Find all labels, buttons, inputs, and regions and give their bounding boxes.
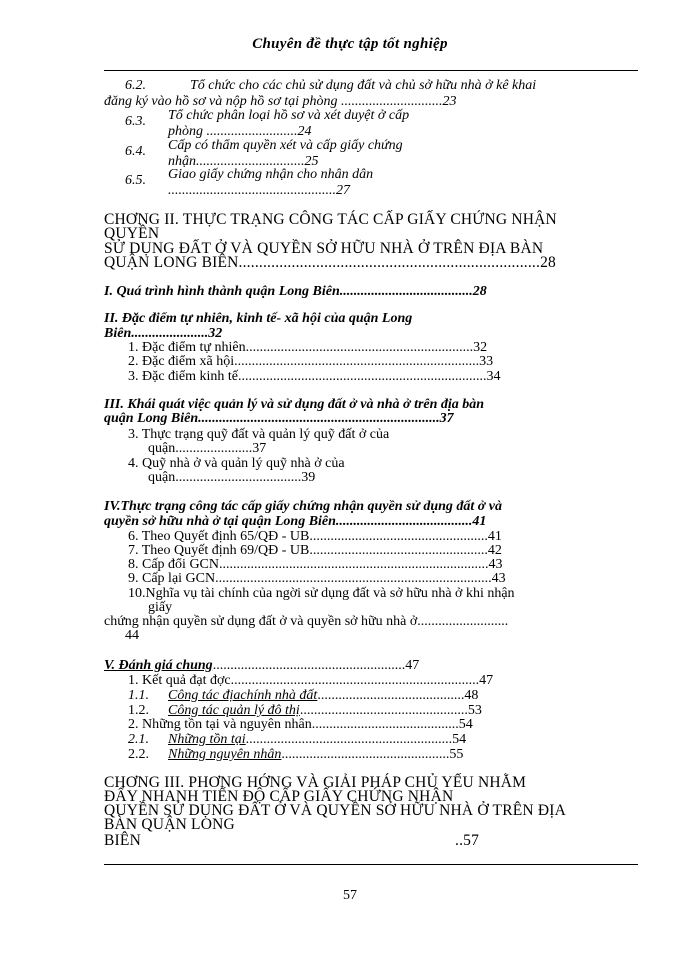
toc-part5-item1-1-num: 1.1. (128, 688, 149, 703)
toc-part3-line1: III. Khái quát việc quản lý và sử dụng đất ở và nhà ở trên địa bàn (104, 397, 485, 412)
toc-chapter3-line3: QUYỀN SỬ DỤNG ĐẤT Ở VÀ QUYỀN SỞ HỮU NHÀ Ở TRÊN ĐỊA (104, 802, 567, 819)
toc-part4-item6: 6. Theo Quyết định 65/QĐ - UB...................................................41 (128, 529, 502, 544)
toc-part5-item1-2-text: Công tác quản lý đô thị (168, 703, 300, 718)
toc-part4-item10-d: 44 (125, 628, 139, 643)
toc-chapter2-line2: QUYỀN (104, 225, 160, 242)
toc-part5-item1-2-num: 1.2. (128, 703, 149, 718)
toc-part5-item2-2-dots: ................................................55 (281, 747, 464, 762)
toc-num-6-4: 6.4. (125, 144, 146, 159)
page-number: 57 (343, 888, 357, 903)
toc-chapter3-line2: ĐẨY NHANH TIẾN ĐỘ CẤP GIẤY CHỨNG NHẬN (104, 788, 454, 805)
toc-part5-item2-1-num: 2.1. (128, 732, 149, 747)
toc-part4-item7: 7. Theo Quyết định 69/QĐ - UB...................................................42 (128, 543, 502, 558)
toc-num-6-3: 6.3. (125, 114, 146, 129)
toc-6-2-line-a: Tổ chức cho các chủ sử dụng đất và chủ sở hữu nhà ở kê khai (190, 78, 537, 93)
toc-chapter3-line1: CHƠNG III. PHƠNG HỚNG VÀ GIẢI PHÁP CHỦ YẾU NHẰM (104, 774, 527, 791)
toc-chapter3-line5-a: BIÊN (104, 832, 141, 849)
toc-6-3-line-b: phòng ..........................24 (168, 124, 312, 139)
toc-part2-item3: 3. Đặc điểm kinh tế.......................................................................34 (128, 369, 501, 384)
toc-part3-item3-b: quận......................37 (148, 441, 267, 456)
toc-part4-item10-a: 10.Nghĩa vụ tài chính của ngời sử dụng đất và sở hữu nhà ở khi nhận (128, 586, 515, 601)
toc-num-6-2: 6.2. (125, 78, 146, 93)
toc-part2-line1: II. Đặc điểm tự nhiên, kinh tế- xã hội của quận Long (104, 311, 413, 326)
toc-6-5-line-a: Giao giấy chứng nhận cho nhân dân (168, 167, 374, 182)
toc-part4-line1: IV.Thực trạng công tác cấp giấy chứng nhận quyền sử dụng đất ở và (104, 499, 503, 514)
toc-part5-line1 (104, 658, 419, 674)
toc-part5-item1-1 (168, 688, 478, 704)
toc-6-4-line-b: nhận...............................25 (168, 154, 319, 169)
toc-part5-item1-1-dots: ..........................................48 (317, 688, 479, 703)
toc-part2-line2: Biên......................32 (104, 326, 223, 341)
toc-part5-item2: 2. Những tồn tại và nguyên nhân..........................................54 (128, 717, 473, 732)
toc-chapter3-line4: BÀN QUẬN LONG (104, 816, 235, 833)
footer-rule (104, 864, 638, 865)
toc-chapter2-line1: CHƠNG II. THỰC TRẠNG CÔNG TÁC CẤP GIẤY CHỨNG NHẬN (104, 211, 557, 228)
toc-part5-item1-1-text: Công tác địachính nhà đất (168, 688, 318, 703)
toc-part4-item10-b: giấy (148, 600, 173, 615)
toc-part5-item1-2-dots: ................................................53 (299, 703, 482, 718)
toc-chapter2-line3: SỬ DỤNG ĐẤT Ở VÀ QUYỀN SỞ HỮU NHÀ Ở TRÊN ĐỊA BÀN (104, 240, 544, 257)
toc-part4-item8: 8. Cấp đổi GCN.............................................................................43 (128, 557, 503, 572)
toc-part3-item3-a: 3. Thực trạng quỹ đất và quản lý quỹ đất ở của (128, 427, 390, 442)
toc-6-5-line-b: ................................................27 (168, 183, 350, 198)
toc-6-3-line-a: Tổ chức phân loại hồ sơ và xét duyệt ở cấp (168, 108, 410, 123)
toc-part5-title: V. Đánh giá chung (104, 658, 213, 673)
toc-part3-item4-b: quận....................................39 (148, 470, 316, 485)
toc-part5-item2-1 (168, 732, 466, 748)
page-header: Chuyên đề thực tập tốt nghiệp (252, 36, 448, 52)
toc-6-4-line-a: Cấp có thẩm quyền xét và cấp giấy chứng (168, 138, 403, 153)
toc-6-2-line-b: đăng ký vào hồ sơ và nộp hồ sơ tại phòng .............................23 (104, 94, 457, 109)
toc-part3-line2: quận Long Biên.....................................................................37 (104, 411, 454, 426)
toc-part2-item2: 2. Đặc điểm xã hội......................................................................33 (128, 354, 494, 369)
toc-part4-item9: 9. Cấp lại GCN...............................................................................43 (128, 571, 506, 586)
toc-part2-item1: 1. Đặc điểm tự nhiên.................................................................32 (128, 340, 488, 355)
toc-part5-item2-2-text: Những nguyên nhân (168, 747, 282, 762)
toc-part1: I. Quá trình hình thành quận Long Biên......................................28 (104, 284, 487, 299)
toc-part5-item2-2-num: 2.2. (128, 747, 149, 762)
toc-part4-item10-c: chứng nhận quyền sử dụng đất ở và quyền sở hữu nhà ở.......................... (104, 614, 509, 629)
toc-part4-line2: quyền sở hữu nhà ở tại quận Long Biên.......................................41 (104, 514, 487, 529)
toc-num-6-5: 6.5. (125, 173, 146, 188)
toc-part5-item1: 1. Kết quả đạt đợc.......................................................................47 (128, 673, 494, 688)
toc-part5-dots: .......................................................47 (212, 658, 420, 673)
toc-chapter2-line4: QUẬN LONG BIÊN..........................................................................28 (104, 254, 556, 271)
toc-chapter3-line5-b: ..57 (455, 832, 480, 849)
toc-part3-item4-a: 4. Quỹ nhà ở và quản lý quỹ nhà ở của (128, 456, 345, 471)
toc-part5-item2-1-dots: ...........................................................54 (245, 732, 467, 747)
toc-part5-item2-1-text: Những tồn tại (168, 732, 246, 747)
toc-part5-item2-2 (168, 747, 463, 763)
